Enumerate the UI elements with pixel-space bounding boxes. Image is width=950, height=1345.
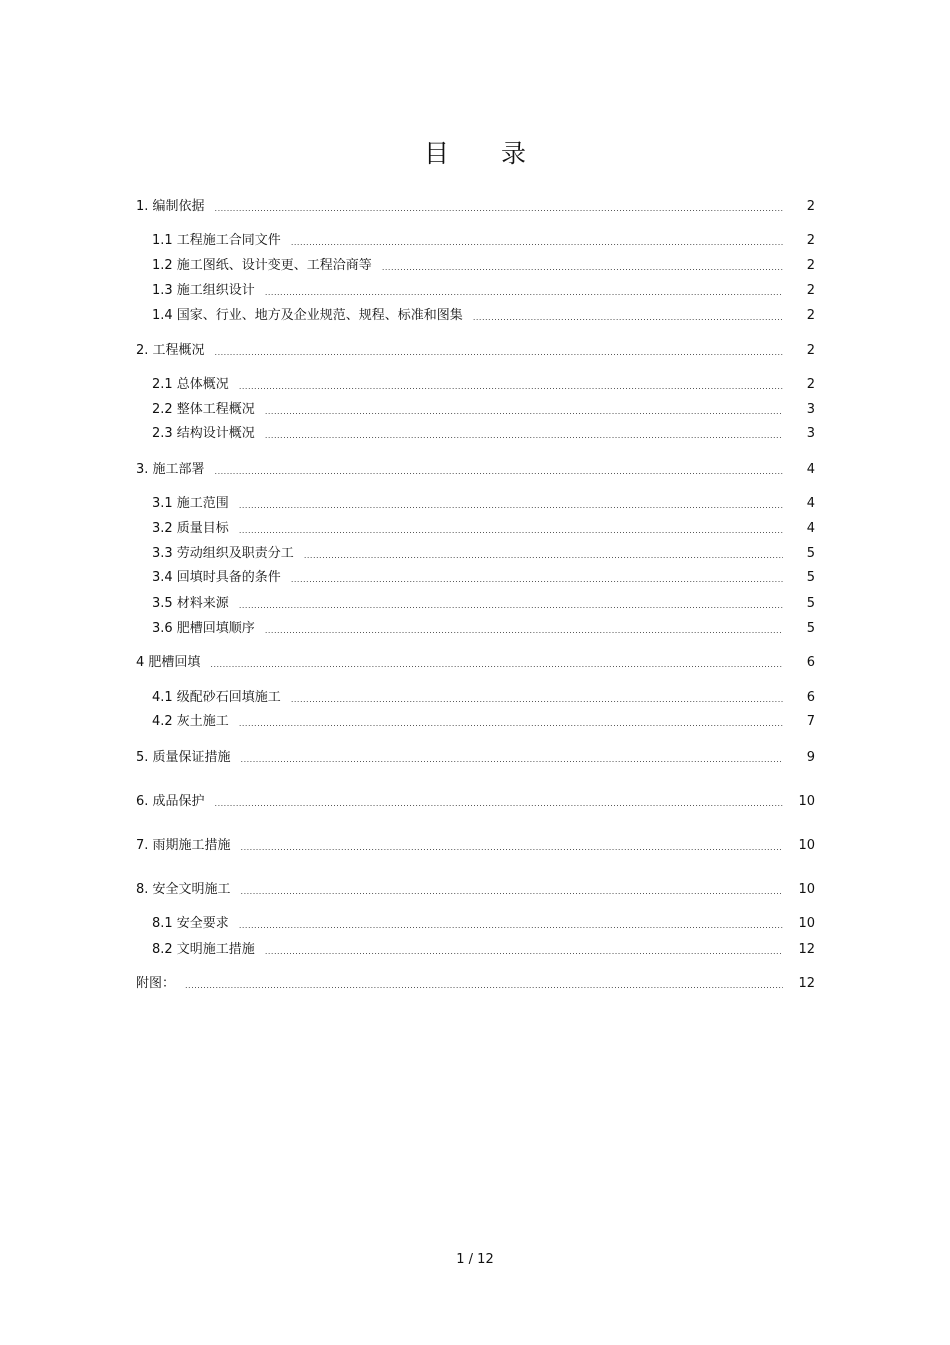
toc-entry-page: 6 (806, 690, 815, 705)
toc-entry-page: 10 (798, 838, 815, 853)
toc-entry-page: 12 (798, 942, 815, 957)
toc-entry-page: 2 (806, 308, 815, 323)
toc-entry-page: 10 (798, 882, 815, 897)
toc-entry-label: 3.4 回填时具备的条件 (152, 570, 281, 585)
toc-leader-dots (265, 625, 783, 637)
toc-entry-label: 1.3 施工组织设计 (152, 283, 255, 298)
toc-entry[interactable] (136, 653, 815, 671)
toc-leader-dots (265, 406, 783, 418)
toc-entry-label: 7. 雨期施工措施 (136, 838, 231, 853)
toc-entry-label: 附图： (136, 976, 176, 991)
toc-leader-dots (304, 550, 783, 562)
toc-leader-dots (215, 466, 783, 478)
toc-leader-dots (382, 262, 783, 274)
toc-entry[interactable] (152, 306, 815, 324)
toc-entry-label: 1.4 国家、行业、地方及企业规范、规程、标准和图集 (152, 308, 463, 323)
toc-entry[interactable] (152, 712, 815, 730)
toc-entry-page: 5 (806, 546, 815, 561)
toc-entry-page: 10 (798, 794, 815, 809)
toc-entry[interactable] (152, 424, 815, 442)
toc-entry[interactable] (136, 836, 815, 854)
toc-leader-dots (265, 430, 783, 442)
toc-leader-dots (473, 312, 783, 324)
toc-entry-page: 3 (806, 426, 815, 441)
toc-entry-label: 3.3 劳动组织及职责分工 (152, 546, 294, 561)
toc-entry-page: 2 (806, 199, 815, 214)
toc-entry[interactable] (152, 940, 815, 958)
toc-entry-page: 6 (806, 655, 815, 670)
toc-entry-label: 3.5 材料来源 (152, 596, 229, 611)
toc-entry-label: 2. 工程概况 (136, 343, 205, 358)
toc-entry[interactable] (136, 880, 815, 898)
toc-leader-dots (291, 574, 783, 586)
toc-entry-page: 4 (806, 521, 815, 536)
toc-leader-dots (239, 920, 783, 932)
toc-entry-page: 5 (806, 570, 815, 585)
toc-leader-dots (265, 287, 783, 299)
toc-title-char-1: 目 (423, 139, 449, 168)
toc-entry[interactable] (152, 256, 815, 274)
toc-entry-page: 4 (806, 462, 815, 477)
toc-title (0, 134, 950, 170)
toc-leader-dots (215, 203, 783, 215)
toc-entry[interactable] (152, 400, 815, 418)
toc-entry-label: 5. 质量保证措施 (136, 750, 231, 765)
toc-entry-page: 4 (806, 496, 815, 511)
toc-entry[interactable] (136, 974, 815, 992)
toc-entry-label: 4.1 级配砂石回填施工 (152, 690, 281, 705)
toc-entry-label: 2.2 整体工程概况 (152, 402, 255, 417)
toc-leader-dots (185, 980, 783, 992)
toc-entry-page: 12 (798, 976, 815, 991)
toc-entry[interactable] (152, 231, 815, 249)
toc-entry[interactable] (152, 281, 815, 299)
toc-entry-label: 8. 安全文明施工 (136, 882, 231, 897)
toc-entry-page: 3 (806, 402, 815, 417)
toc-leader-dots (241, 886, 783, 898)
toc-entry[interactable] (152, 688, 815, 706)
toc-entry-page: 2 (806, 233, 815, 248)
toc-entry-label: 2.3 结构设计概况 (152, 426, 255, 441)
toc-leader-dots (215, 798, 783, 810)
toc-leader-dots (241, 842, 783, 854)
toc-entry-label: 2.1 总体概况 (152, 377, 229, 392)
toc-entry-label: 3.6 肥槽回填顺序 (152, 621, 255, 636)
toc-leader-dots (291, 237, 783, 249)
toc-entry[interactable] (136, 197, 815, 215)
toc-entry[interactable] (152, 494, 815, 512)
toc-entry-label: 3.1 施工范围 (152, 496, 229, 511)
toc-entry-label: 3.2 质量目标 (152, 521, 229, 536)
toc-entry-label: 4 肥槽回填 (136, 655, 201, 670)
toc-entry-label: 1.2 施工图纸、设计变更、工程洽商等 (152, 258, 372, 273)
toc-title-char-2: 录 (501, 139, 527, 168)
toc-leader-dots (241, 754, 783, 766)
toc-entry-page: 10 (798, 916, 815, 931)
toc-entry[interactable] (152, 519, 815, 537)
toc-entry-label: 4.2 灰土施工 (152, 714, 229, 729)
toc-entry-page: 5 (806, 596, 815, 611)
toc-entry-label: 8.2 文明施工措施 (152, 942, 255, 957)
toc-entry-page: 7 (806, 714, 815, 729)
toc-entry-page: 5 (806, 621, 815, 636)
toc-leader-dots (265, 946, 783, 958)
toc-entry-label: 8.1 安全要求 (152, 916, 229, 931)
toc-leader-dots (215, 347, 783, 359)
toc-entry-page: 2 (806, 377, 815, 392)
toc-entry-page: 9 (806, 750, 815, 765)
toc-entry[interactable] (136, 792, 815, 810)
toc-entry-page: 2 (806, 258, 815, 273)
toc-entry-page: 2 (806, 343, 815, 358)
toc-entry-label: 1. 编制依据 (136, 199, 205, 214)
toc-entry[interactable] (152, 544, 815, 562)
toc-entry-label: 1.1 工程施工合同文件 (152, 233, 281, 248)
toc-entry[interactable] (136, 341, 815, 359)
toc-entry[interactable] (152, 375, 815, 393)
toc-entry-page: 2 (806, 283, 815, 298)
toc-entry-label: 3. 施工部署 (136, 462, 205, 477)
toc-entry[interactable] (152, 619, 815, 637)
toc-entry-label: 6. 成品保护 (136, 794, 205, 809)
page-indicator: 1 / 12 (456, 1252, 494, 1267)
toc-entry[interactable] (136, 460, 815, 478)
toc-leader-dots (210, 659, 783, 671)
toc-entry[interactable] (152, 568, 815, 586)
toc-leader-dots (239, 600, 783, 612)
toc-leader-dots (239, 500, 783, 512)
toc-leader-dots (239, 381, 783, 393)
toc-entry[interactable] (152, 594, 815, 612)
toc-entry[interactable] (136, 748, 815, 766)
toc-entry[interactable] (152, 914, 815, 932)
toc-leader-dots (239, 525, 783, 537)
toc-leader-dots (239, 718, 783, 730)
toc-leader-dots (291, 694, 783, 706)
